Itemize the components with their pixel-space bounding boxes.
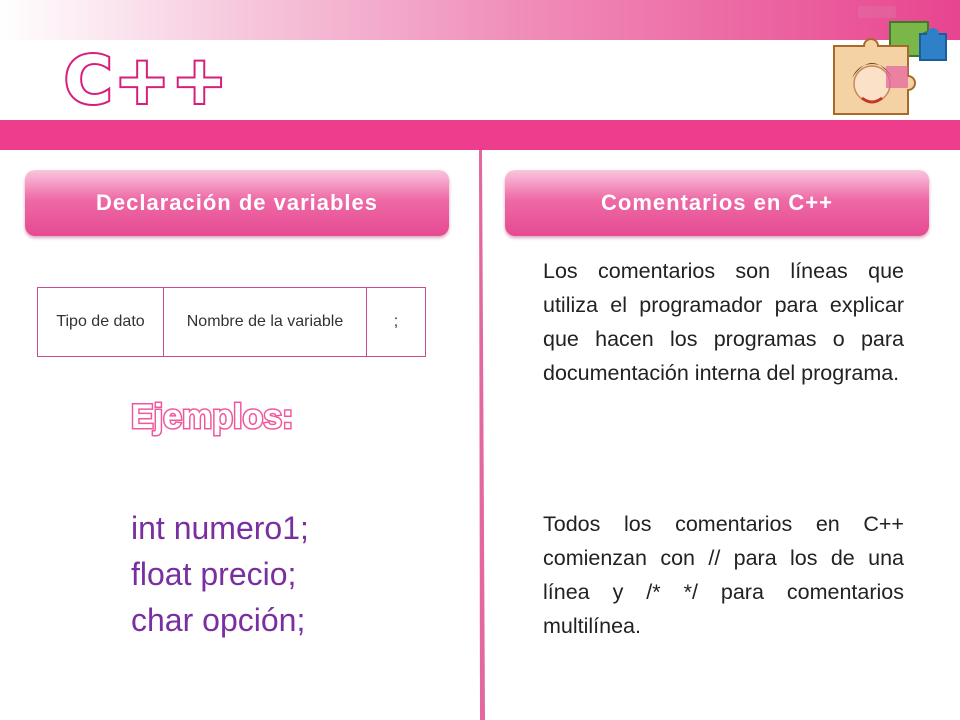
slide-title: C++ [64,42,230,119]
title-band [0,120,960,150]
comentarios-header: Comentarios en C++ [505,170,929,236]
comments-syntax-paragraph: Todos los comentarios en C++ comienzan con // para los de una línea y /* */ para comentarios multilínea. [543,512,904,638]
semicolon-cell: ; [367,288,426,357]
declaracion-header: Declaración de variables [25,170,449,236]
code-line: int numero1; [131,510,309,546]
type-cell: Tipo de dato [38,288,164,357]
code-examples [131,505,309,643]
comments-paragraph: Los comentarios son líneas que utiliza el programador para explicar que hacen los programas o para documentación interna del programa. [543,259,904,385]
code-line: char opción; [131,602,306,638]
puzzle-pieces-icon [828,6,950,118]
syntax-table [37,287,426,357]
variable-name-cell: Nombre de la variable [164,288,367,357]
section-divider [476,150,488,720]
top-gradient-stripe [0,0,960,40]
table-row [38,288,426,357]
code-line: float precio; [131,556,297,592]
examples-title: Ejemplos: [131,398,294,436]
